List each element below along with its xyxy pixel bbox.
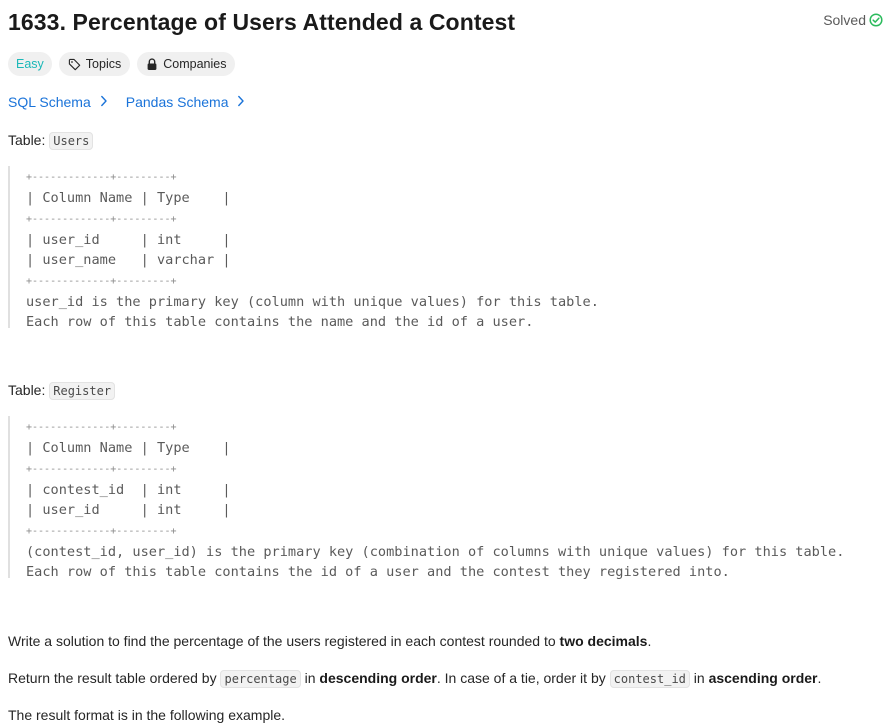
description-paragraph: [8, 631, 651, 651]
description-text: Return the result table ordered by: [8, 670, 221, 686]
sql-schema-link[interactable]: [8, 94, 108, 110]
description-bold: ascending order: [708, 670, 818, 686]
table-label-prefix: Table:: [8, 382, 46, 398]
problem-badges: [8, 52, 235, 76]
users-table-label: [8, 132, 93, 148]
pandas-schema-link[interactable]: [126, 94, 246, 110]
table-header-row: | Column Name | Type |: [26, 190, 231, 206]
table-note: Each row of this table contains the name and the id of a user.: [26, 314, 534, 330]
percentage-code: percentage: [220, 670, 300, 688]
chevron-right-icon: [237, 94, 245, 110]
register-table-label: [8, 382, 115, 398]
check-circle-icon: [869, 13, 883, 27]
contest-id-code: contest_id: [610, 670, 690, 688]
users-schema-code: [26, 166, 878, 332]
table-row: | user_id | int |: [26, 232, 231, 248]
solved-status: [823, 12, 883, 28]
table-note: user_id is the primary key (column with unique values) for this table.: [26, 294, 599, 310]
chevron-right-icon: [100, 94, 108, 110]
tag-icon: [68, 58, 81, 71]
table-row: | user_id | int |: [26, 502, 231, 518]
description-text: .: [647, 633, 652, 649]
table-note: Each row of this table contains the id of a user and the contest they registered into.: [26, 564, 730, 580]
register-schema-block: [8, 416, 878, 578]
table-header-row: | Column Name | Type |: [26, 440, 231, 456]
register-table-name: Register: [49, 382, 115, 400]
table-row: | contest_id | int |: [26, 482, 231, 498]
table-border: +-------------+---------+: [26, 276, 177, 287]
topics-label: Topics: [85, 57, 122, 71]
description-text: Write a solution to find the percentage of the users registered in each contest rounded to: [8, 633, 560, 649]
problem-header: [8, 6, 883, 40]
table-note: (contest_id, user_id) is the primary key (combination of columns with unique values) for this table.: [26, 544, 845, 560]
solved-label: Solved: [823, 12, 866, 28]
description-text: The result format is in the following example.: [8, 707, 286, 723]
register-schema-code: [26, 416, 878, 582]
table-border: +-------------+---------+: [26, 214, 177, 225]
description-bold: descending order: [319, 670, 437, 686]
users-schema-block: [8, 166, 878, 328]
sql-schema-label: SQL Schema: [8, 94, 91, 110]
schema-links: [8, 94, 245, 110]
users-table-name: Users: [49, 132, 93, 150]
description-text: in: [300, 670, 320, 686]
table-label-prefix: Table:: [8, 132, 46, 148]
description-text: .: [817, 670, 822, 686]
description-bold: two decimals: [559, 633, 648, 649]
table-border: +-------------+---------+: [26, 172, 177, 183]
problem-title: 1633. Percentage of Users Attended a Contest: [8, 9, 516, 35]
table-border: +-------------+---------+: [26, 464, 177, 475]
ordering-paragraph: [8, 668, 821, 689]
topics-button[interactable]: [59, 52, 130, 76]
table-border: +-------------+---------+: [26, 526, 177, 537]
description-text: in: [689, 670, 709, 686]
difficulty-badge: Easy: [8, 52, 52, 76]
table-border: +-------------+---------+: [26, 422, 177, 433]
pandas-schema-label: Pandas Schema: [125, 94, 229, 110]
companies-label: Companies: [163, 57, 227, 71]
table-row: | user_name | varchar |: [26, 252, 231, 268]
description-text: . In case of a tie, order it by: [436, 670, 610, 686]
lock-icon: [146, 58, 158, 71]
result-format-paragraph: [8, 705, 285, 725]
companies-button[interactable]: [137, 52, 235, 76]
